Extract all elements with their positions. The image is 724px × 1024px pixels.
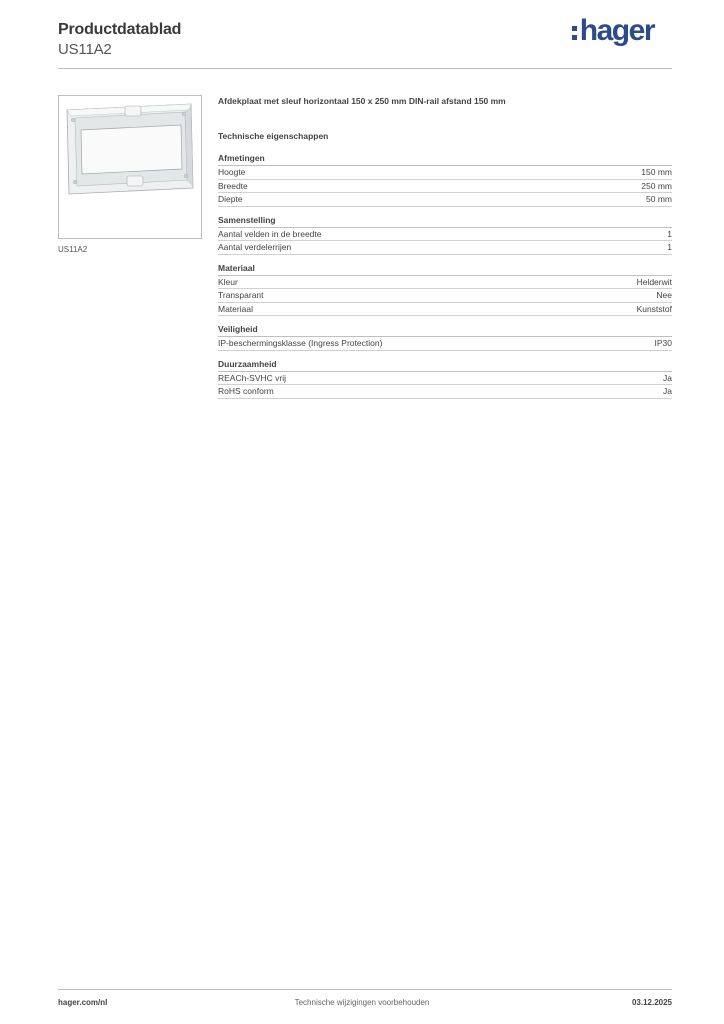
spec-section [218, 263, 672, 317]
spec-value: 1 [667, 242, 672, 252]
header-divider [58, 68, 672, 69]
spec-label: RoHS conform [218, 386, 274, 396]
spec-label: Aantal verdelerrijen [218, 242, 292, 252]
spec-row [218, 166, 672, 180]
section-heading: Afmetingen [218, 153, 672, 166]
spec-value: 150 mm [641, 167, 672, 177]
spec-value: IP30 [654, 338, 672, 348]
spec-value: Ja [663, 386, 672, 396]
image-caption: US11A2 [58, 245, 88, 254]
section-heading: Materiaal [218, 263, 672, 276]
spec-label: Diepte [218, 194, 243, 204]
section-heading: Samenstelling [218, 215, 672, 228]
spec-value: 250 mm [641, 180, 672, 191]
spec-section [218, 324, 672, 351]
section-heading: Veiligheid [218, 324, 672, 337]
section-heading: Duurzaamheid [218, 359, 672, 372]
footer-divider [58, 989, 672, 990]
spec-row [218, 193, 672, 207]
spec-row [218, 276, 672, 290]
spec-content [218, 96, 672, 399]
footer-date: 03.12.2025 [631, 998, 672, 1007]
spec-row [218, 289, 672, 303]
spec-value: Kunststof [636, 303, 672, 314]
spec-row [218, 303, 672, 317]
spec-label: IP-beschermingsklasse (Ingress Protection) [218, 338, 383, 348]
spec-row [218, 180, 672, 194]
product-image-frame [58, 95, 202, 239]
spec-row [218, 241, 672, 255]
spec-section [218, 153, 672, 207]
spec-label: Breedte [218, 180, 248, 191]
spec-sections [218, 153, 672, 399]
spec-value: 50 mm [646, 194, 672, 204]
spec-section [218, 359, 672, 399]
spec-row [218, 228, 672, 242]
footer-disclaimer: Technische wijzigingen voorbehouden [294, 998, 430, 1007]
spec-row [218, 385, 672, 399]
tech-properties-heading: Technische eigenschappen [218, 131, 329, 141]
spec-row [218, 372, 672, 386]
document-title: Productdatablad [58, 21, 182, 38]
logo-dots-icon [572, 26, 577, 40]
spec-label: Aantal velden in de breedte [218, 228, 322, 239]
spec-label: Hoogte [218, 167, 246, 177]
spec-value: Helderwit [636, 276, 672, 287]
spec-value: Nee [656, 290, 672, 300]
cover-plate-image [59, 96, 201, 238]
spec-value: 1 [667, 228, 672, 239]
product-description: Afdekplaat met sleuf horizontaal 150 x 250 mm DIN-rail afstand 150 mm [218, 96, 506, 106]
spec-label: Materiaal [218, 303, 253, 314]
logo-text: hager [579, 14, 654, 47]
hager-logo [572, 13, 654, 49]
spec-section [218, 215, 672, 255]
spec-label: Transparant [218, 290, 264, 300]
footer-website: hager.com/nl [58, 998, 108, 1007]
spec-label: Kleur [218, 276, 238, 287]
spec-label: REACh-SVHC vrij [218, 372, 287, 383]
spec-value: Ja [663, 372, 672, 383]
spec-row [218, 337, 672, 351]
product-code: US11A2 [58, 41, 112, 58]
